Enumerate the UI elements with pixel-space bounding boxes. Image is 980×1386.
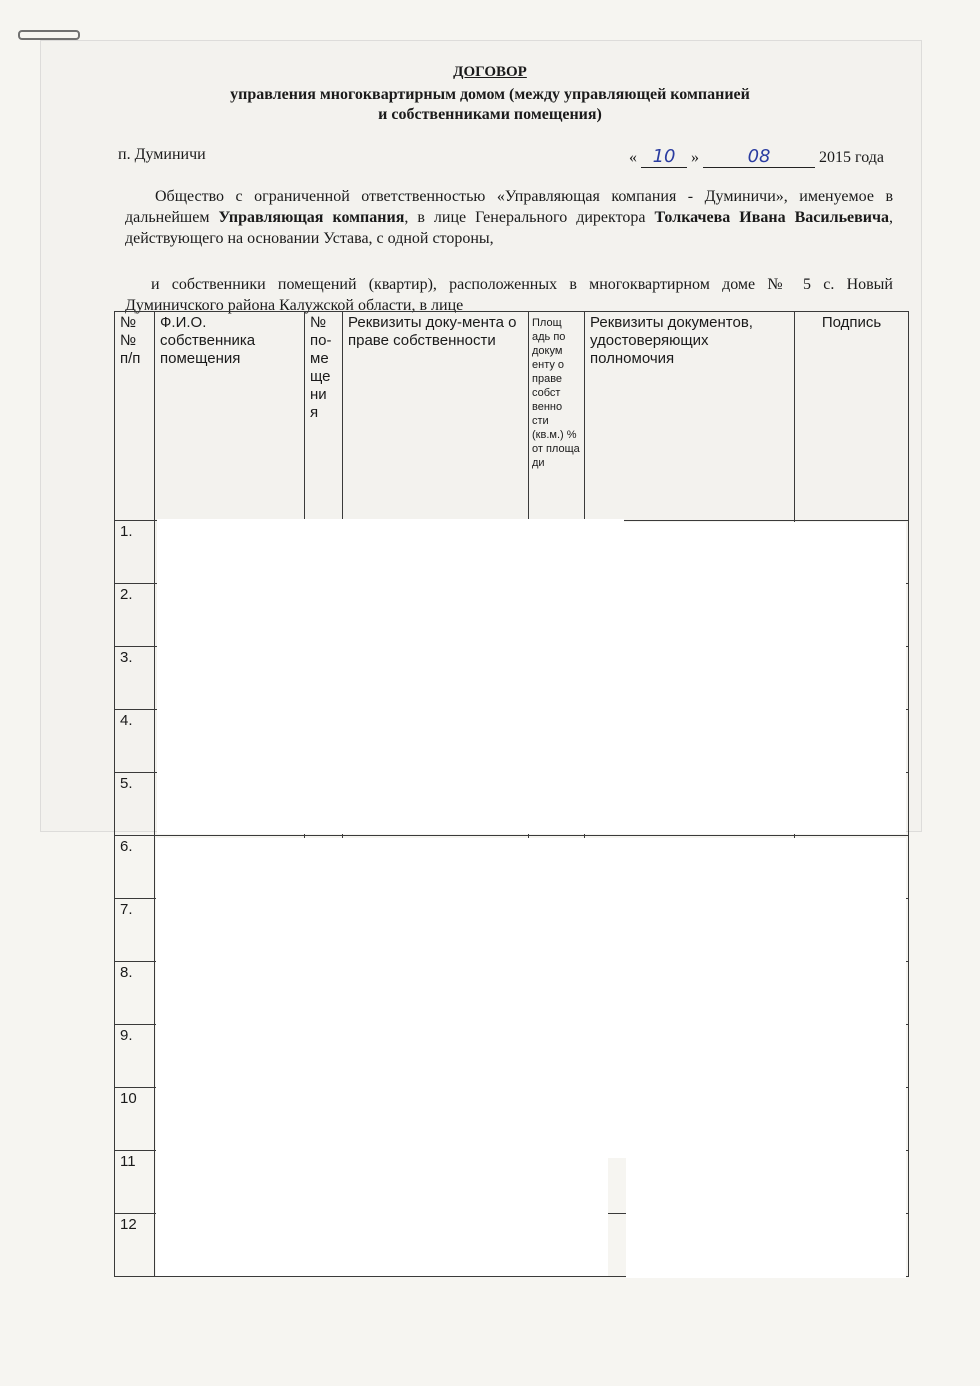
paper-clip-mark [18, 30, 80, 40]
p1-text-2: , в лице Генерального директора [404, 209, 655, 226]
row-number: 12 [115, 1214, 155, 1277]
header-room-number: № по-ме ще ни я [305, 312, 343, 521]
header-area: Площ адь по докум енту о праве собст венно сти (кв.м.) % от площа ди [529, 312, 585, 521]
row-number: 4. [115, 710, 155, 773]
row-number: 5. [115, 773, 155, 836]
header-ownership-document: Реквизиты доку-мента о праве собственности [343, 312, 529, 521]
contract-date [629, 146, 884, 168]
row-number: 2. [115, 584, 155, 647]
row-number: 6. [115, 836, 155, 899]
row-number: 11 [115, 1151, 155, 1214]
header-authority-documents: Реквизиты документов, удостоверяющих полномочия [585, 312, 795, 521]
handwritten-day: 10 [641, 146, 687, 168]
date-year: 2015 года [819, 149, 884, 166]
handwritten-month: 08 [703, 146, 815, 168]
header-number: № № п/п [115, 312, 155, 521]
redaction-block [626, 1158, 906, 1278]
redaction-block [157, 519, 624, 834]
redaction-block [156, 838, 608, 1276]
document-subtitle-line2: и собственниками помещения) [378, 106, 602, 123]
document-title: ДОГОВОР [453, 64, 527, 80]
row-number: 3. [115, 647, 155, 710]
place-date-row [118, 146, 892, 168]
table-header-row [115, 312, 909, 521]
p1-text-1: Общество с ограниченной ответственностью «Управляющая компания - Думиничи», именуемое в дальнейшем [125, 188, 893, 226]
document-subtitle-line1: управления многоквартирным домом (между управляющей компанией [230, 86, 750, 103]
redaction-block [624, 522, 906, 834]
row-number: 8. [115, 962, 155, 1025]
row-number: 9. [115, 1025, 155, 1088]
redaction-block [608, 838, 906, 1158]
date-close-quote: » [691, 149, 700, 166]
paragraph-management-company [125, 186, 893, 249]
paragraph-owners: и собственники помещений (квартир), расположенных в многоквартирном доме № 5 с. Новый Думиничского района Калужской области, в лице [125, 276, 893, 314]
p1-bold-director: Толкачева Ивана Васильевича [654, 209, 890, 226]
p1-bold-company: Управляющая компания [218, 209, 405, 226]
header-signature: Подпись [795, 312, 909, 521]
header-owner-name: Ф.И.О. собственника помещения [155, 312, 305, 521]
place-name: п. Думиничи [118, 146, 206, 163]
date-open-quote: « [629, 149, 638, 166]
row-number: 1. [115, 521, 155, 584]
row-number: 7. [115, 899, 155, 962]
row-number: 10 [115, 1088, 155, 1151]
p1-text-3: , действующего на основании Устава, с одной стороны, [125, 209, 894, 247]
